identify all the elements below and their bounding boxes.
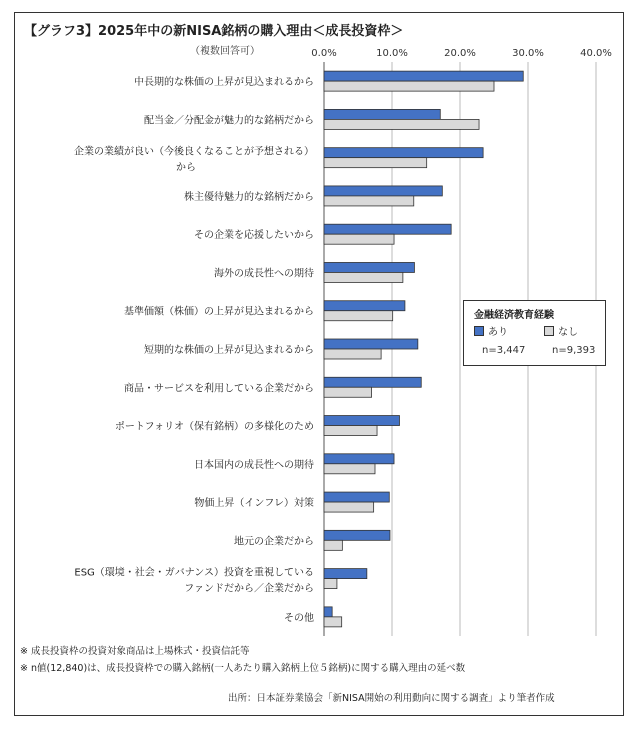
- bar-without-education: [324, 579, 337, 589]
- bar-with-education: [324, 148, 483, 158]
- bar-with-education: [324, 569, 367, 579]
- category-label: その他: [284, 612, 314, 624]
- x-tick-label: 0.0%: [311, 48, 337, 59]
- bar-without-education: [324, 540, 342, 550]
- category-label: 配当金／分配金が魅力的な銘柄だから: [144, 115, 314, 127]
- bar-with-education: [324, 301, 405, 311]
- bar-without-education: [324, 502, 374, 512]
- bar-with-education: [324, 109, 440, 119]
- footnote-1: ※ 成長投資枠の投資対象商品は上場株式・投資信託等: [20, 646, 250, 657]
- legend-n-a: n=3,447: [482, 345, 526, 356]
- bar-without-education: [324, 387, 372, 397]
- bar-without-education: [324, 464, 375, 474]
- category-label: 短期的な株価の上昇が見込まれるから: [144, 345, 314, 356]
- bar-with-education: [324, 262, 414, 272]
- category-label: 商品・サービスを利用している企業だから: [124, 383, 314, 395]
- bar-without-education: [324, 349, 381, 359]
- bar-with-education: [324, 71, 523, 81]
- bar-without-education: [324, 158, 427, 168]
- category-label: 中長期的な株価の上昇が見込まれるから: [134, 77, 314, 89]
- bar-without-education: [324, 234, 394, 244]
- x-tick-label: 40.0%: [580, 48, 612, 59]
- category-label: 日本国内の成長性への期待: [194, 459, 314, 471]
- legend-n-b: n=9,393: [552, 345, 596, 356]
- legend-item-a: [474, 323, 508, 338]
- bar-without-education: [324, 272, 403, 282]
- category-label: ファンドだから／企業だから: [184, 583, 314, 595]
- category-label: ポートフォリオ（保有銘柄）の多様化のため: [114, 421, 314, 433]
- legend: [463, 300, 606, 366]
- category-label: 地元の企業だから: [234, 536, 314, 548]
- category-label: 物価上昇（インフレ）対策: [194, 498, 314, 510]
- x-tick-label: 20.0%: [444, 48, 476, 59]
- bar-without-education: [324, 81, 494, 91]
- legend-title: 金融経済教育経験: [474, 310, 554, 321]
- bar-with-education: [324, 186, 442, 196]
- x-tick-label: 30.0%: [512, 48, 544, 59]
- footnote-2: ※ n値(12,840)は、成長投資枠での購入銘柄(一人あたり購入銘柄上位５銘柄)に関する購入理由の延べ数: [20, 663, 466, 674]
- bar-without-education: [324, 426, 377, 436]
- x-tick-label: 10.0%: [376, 48, 408, 59]
- bar-with-education: [324, 416, 399, 426]
- category-label: 株主優待魅力的な銘柄だから: [184, 191, 314, 203]
- bar-with-education: [324, 607, 332, 617]
- category-label: 基準価額（株価）の上昇が見込まれるから: [124, 306, 314, 318]
- chart-subtitle: （複数回答可）: [190, 46, 260, 57]
- category-label: 海外の成長性への期待: [214, 268, 314, 280]
- bar-without-education: [324, 617, 342, 627]
- category-label: その企業を応援したいから: [194, 230, 314, 242]
- source-note: 出所：日本証券業協会「新NISA開始の利用動向に関する調査」より筆者作成: [228, 693, 555, 704]
- bar-without-education: [324, 311, 393, 321]
- bar-with-education: [324, 454, 394, 464]
- category-label: ESG（環境・社会・ガバナンス）投資を重視している: [74, 567, 314, 579]
- legend-swatch-a: [474, 326, 484, 336]
- legend-swatch-b: [544, 326, 554, 336]
- legend-label-b: なし: [558, 327, 578, 338]
- bar-without-education: [324, 196, 414, 206]
- bar-with-education: [324, 377, 421, 387]
- bar-with-education: [324, 224, 451, 234]
- bar-with-education: [324, 530, 390, 540]
- bar-with-education: [324, 492, 389, 502]
- category-label: 企業の業績が良い（今後良くなることが予想される）: [74, 146, 314, 158]
- bar-with-education: [324, 339, 418, 349]
- legend-item-b: [544, 323, 578, 338]
- bar-without-education: [324, 119, 479, 129]
- legend-label-a: あり: [488, 327, 508, 338]
- category-label: から: [176, 162, 196, 174]
- chart-title: 【グラフ3】2025年中の新NISA銘柄の購入理由＜成長投資枠＞: [24, 24, 404, 39]
